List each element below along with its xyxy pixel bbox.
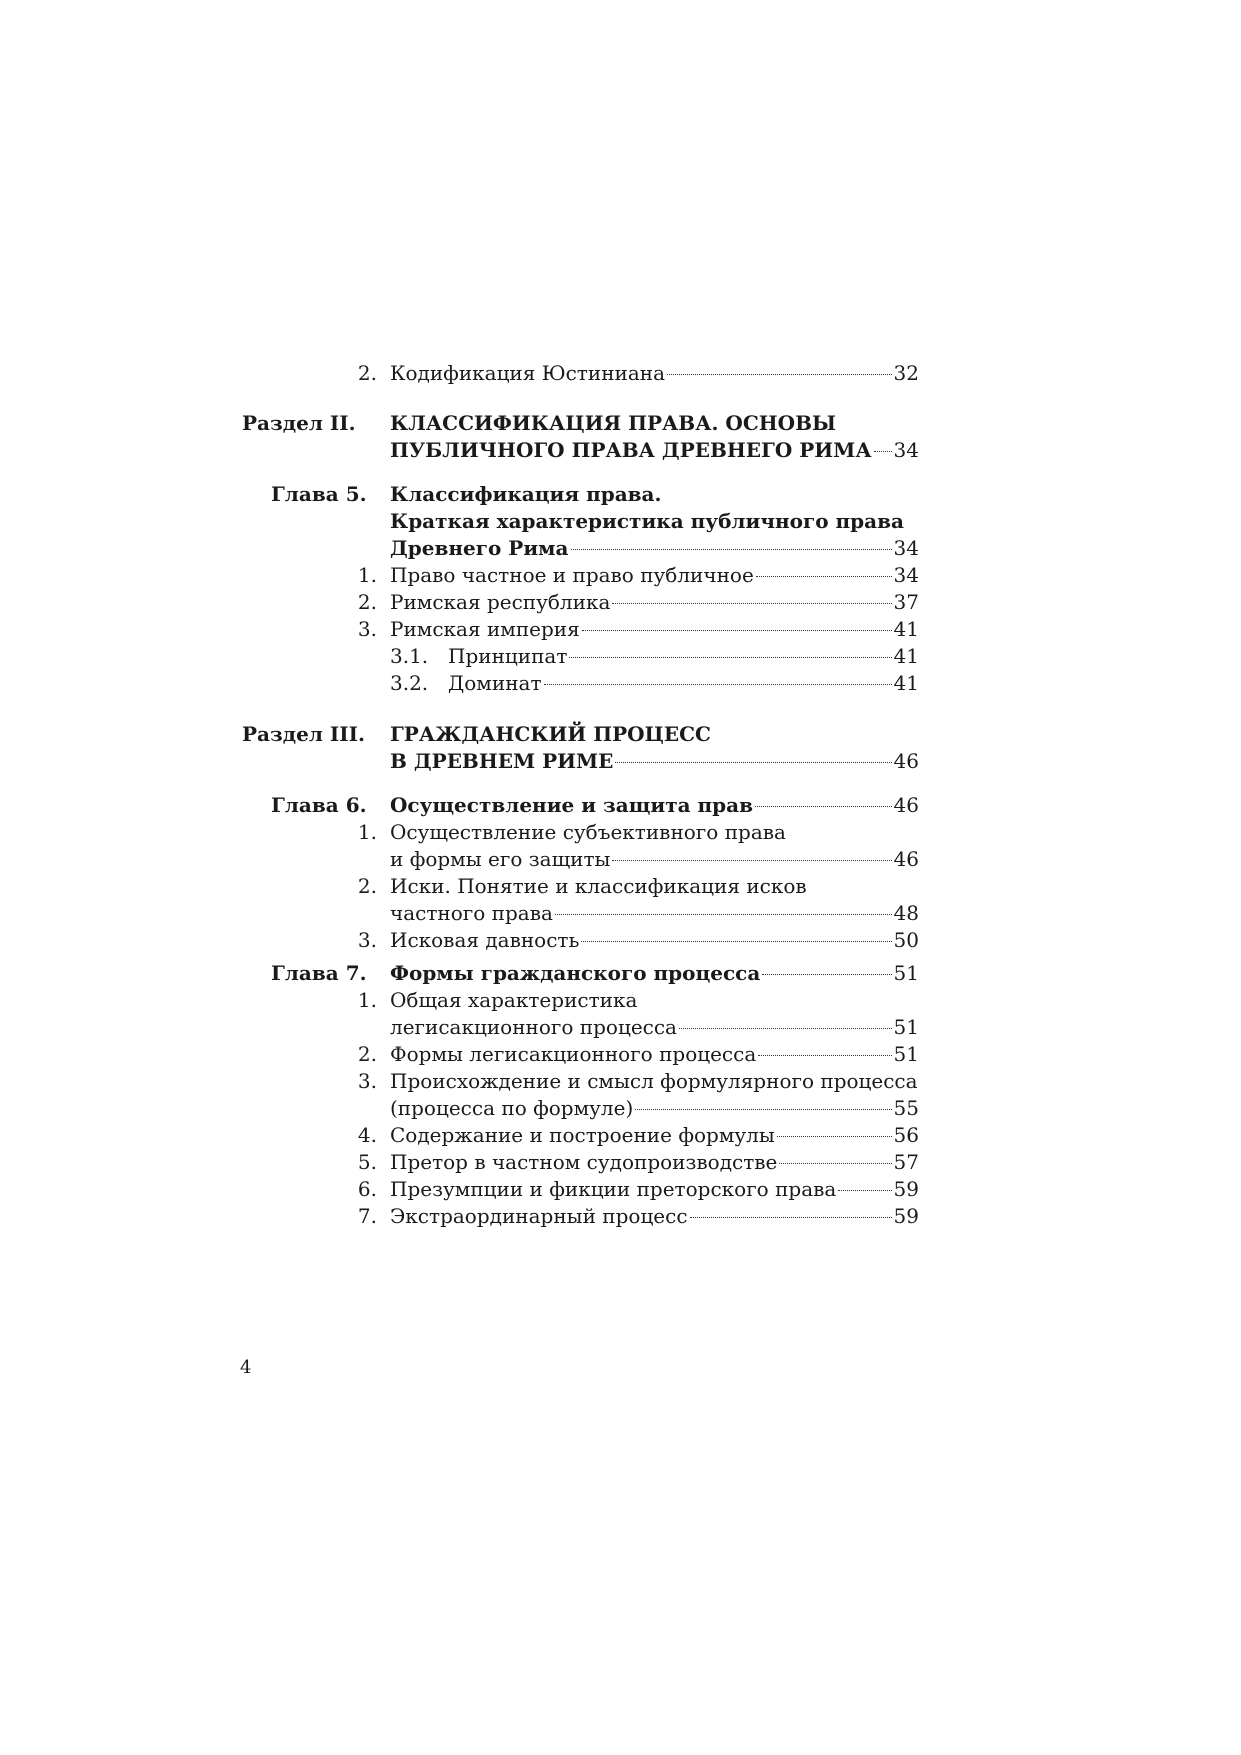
toc-entry — [390, 1175, 919, 1203]
dot-leader — [582, 630, 892, 631]
toc-page-number: 34 — [893, 536, 919, 560]
chapter-title-line: Краткая характеристика публичного права — [390, 509, 904, 533]
dot-leader — [779, 1163, 891, 1164]
toc-row — [0, 1202, 1241, 1230]
toc-entry-text: (процесса по формуле) — [390, 1096, 634, 1120]
toc-row — [0, 1040, 1241, 1068]
toc-page-number: 51 — [893, 1042, 919, 1066]
toc-entry — [390, 615, 919, 643]
toc-row — [0, 669, 1241, 697]
toc-page-number: 51 — [893, 1015, 919, 1039]
toc-entry-text: Претор в частном судопроизводстве — [390, 1150, 778, 1174]
toc-row — [0, 845, 1241, 873]
toc-entry — [448, 642, 919, 670]
toc-row — [0, 409, 1241, 437]
toc-page-number: 57 — [893, 1150, 919, 1174]
toc-entry — [390, 436, 919, 464]
toc-item-number: 1. — [357, 988, 377, 1012]
toc-entry — [390, 588, 919, 616]
dot-leader — [555, 914, 892, 915]
toc-item-number: 6. — [357, 1177, 377, 1201]
toc-page-number: 41 — [893, 644, 919, 668]
toc-row — [0, 1121, 1241, 1149]
toc-entry-text: и формы его защиты — [390, 847, 611, 871]
toc-row — [0, 747, 1241, 775]
section-label: Раздел III. — [242, 722, 365, 746]
toc-page-number: 56 — [893, 1123, 919, 1147]
dot-leader — [667, 374, 892, 375]
toc-entry-text: Осуществление субъективного права — [390, 820, 786, 844]
toc-entry — [390, 959, 919, 987]
toc-page-number: 41 — [893, 617, 919, 641]
dot-leader — [544, 684, 892, 685]
toc-row — [0, 507, 1241, 535]
dot-leader — [612, 603, 891, 604]
toc-entry — [390, 1040, 919, 1068]
toc-row — [0, 642, 1241, 670]
toc-entry — [390, 1148, 919, 1176]
toc-row — [0, 588, 1241, 616]
chapter-title: Осуществление и защита прав — [390, 793, 754, 817]
page-number: 4 — [240, 1357, 252, 1378]
toc-entry-text: Происхождение и смысл формулярного процесса — [390, 1069, 918, 1093]
toc-entry-text: Исковая давность — [390, 928, 580, 952]
toc-entry — [390, 1202, 919, 1230]
chapter-label: Глава 5. — [271, 482, 367, 506]
toc-entry-text: Доминат — [448, 671, 542, 695]
toc-entry-text: Презумпции и фикции преторского права — [390, 1177, 837, 1201]
toc-page-number: 32 — [893, 361, 919, 385]
toc-row — [0, 436, 1241, 464]
section-label: Раздел II. — [242, 411, 356, 435]
section-title-line: ГРАЖДАНСКИЙ ПРОЦЕСС — [390, 722, 711, 746]
toc-item-number: 5. — [357, 1150, 377, 1174]
toc-row — [0, 561, 1241, 589]
toc-page-number: 46 — [893, 793, 919, 817]
dot-leader — [838, 1190, 891, 1191]
toc-entry — [390, 534, 919, 562]
toc-page-number: 34 — [893, 563, 919, 587]
toc-item-number: 2. — [357, 361, 377, 385]
toc-entry-text: Формы легисакционного процесса — [390, 1042, 757, 1066]
toc-entry-text: Экстраординарный процесс — [390, 1204, 688, 1228]
dot-leader — [581, 941, 891, 942]
toc-entry — [390, 747, 919, 775]
toc-row — [0, 534, 1241, 562]
toc-row — [0, 926, 1241, 954]
toc-row — [0, 1175, 1241, 1203]
toc-entry-text: легисакционного процесса — [390, 1015, 677, 1039]
dot-leader — [777, 1136, 892, 1137]
dot-leader — [758, 1055, 891, 1056]
toc-item-number: 2. — [357, 874, 377, 898]
toc-page-number: 37 — [893, 590, 919, 614]
toc-entry-text: Содержание и построение формулы — [390, 1123, 775, 1147]
toc-row — [0, 1067, 1241, 1095]
toc-page-number: 46 — [893, 847, 919, 871]
toc-page-number: 59 — [893, 1204, 919, 1228]
toc-entry — [390, 359, 919, 387]
toc-item-number: 3. — [357, 1069, 377, 1093]
dot-leader — [569, 657, 891, 658]
toc-entry-text: Общая характеристика — [390, 988, 638, 1012]
section-title-line: КЛАССИФИКАЦИЯ ПРАВА. ОСНОВЫ — [390, 411, 837, 435]
toc-page-number: 34 — [893, 438, 919, 462]
toc-page-number: 41 — [893, 671, 919, 695]
section-title-line: ПУБЛИЧНОГО ПРАВА ДРЕВНЕГО РИМА — [390, 438, 872, 462]
toc-row — [0, 791, 1241, 819]
toc-row — [0, 872, 1241, 900]
toc-subitem-number: 3.1. — [390, 644, 429, 668]
toc-item-number: 1. — [357, 563, 377, 587]
dot-leader — [755, 806, 892, 807]
toc-row — [0, 1094, 1241, 1122]
toc-row — [0, 1148, 1241, 1176]
toc-row — [0, 359, 1241, 387]
toc-row — [0, 615, 1241, 643]
dot-leader — [612, 860, 891, 861]
toc-item-number: 4. — [357, 1123, 377, 1147]
toc-row — [0, 720, 1241, 748]
dot-leader — [679, 1028, 892, 1029]
toc-entry-text: Принципат — [448, 644, 568, 668]
toc-page-number: 46 — [893, 749, 919, 773]
toc-page-number: 50 — [893, 928, 919, 952]
toc-item-number: 2. — [357, 1042, 377, 1066]
chapter-label: Глава 6. — [271, 793, 367, 817]
dot-leader — [690, 1217, 892, 1218]
dot-leader — [762, 974, 891, 975]
toc-entry — [390, 1094, 919, 1122]
toc-entry — [390, 1013, 919, 1041]
toc-entry-text: Право частное и право публичное — [390, 563, 754, 587]
toc-row — [0, 959, 1241, 987]
toc-row — [0, 1013, 1241, 1041]
toc-item-number: 3. — [357, 617, 377, 641]
toc-page-number: 55 — [893, 1096, 919, 1120]
toc-row — [0, 818, 1241, 846]
dot-leader — [874, 451, 892, 452]
toc-item-number: 3. — [357, 928, 377, 952]
toc-subitem-number: 3.2. — [390, 671, 429, 695]
toc-entry-text: Иски. Понятие и классификация исков — [390, 874, 807, 898]
chapter-label: Глава 7. — [271, 961, 367, 985]
dot-leader — [635, 1109, 891, 1110]
toc-entry-text: Кодификация Юстиниана — [390, 361, 666, 385]
toc-entry — [390, 561, 919, 589]
toc-entry — [390, 791, 919, 819]
dot-leader — [756, 576, 892, 577]
toc-row — [0, 986, 1241, 1014]
toc-item-number: 7. — [357, 1204, 377, 1228]
section-title-line: В ДРЕВНЕМ РИМЕ — [390, 749, 614, 773]
toc-entry-text: частного права — [390, 901, 553, 925]
dot-leader — [571, 549, 892, 550]
toc-entry-text: Римская республика — [390, 590, 611, 614]
toc-item-number: 1. — [357, 820, 377, 844]
toc-entry — [390, 845, 919, 873]
toc-entry — [390, 899, 919, 927]
toc-entry — [390, 1121, 919, 1149]
toc-row — [0, 899, 1241, 927]
toc-entry — [390, 926, 919, 954]
chapter-title-line: Классификация права. — [390, 482, 662, 506]
chapter-title-line: Древнего Рима — [390, 536, 569, 560]
toc-entry-text: Римская империя — [390, 617, 580, 641]
dot-leader — [615, 762, 891, 763]
toc-page-number: 59 — [893, 1177, 919, 1201]
toc-item-number: 2. — [357, 590, 377, 614]
toc-entry — [448, 669, 919, 697]
toc-page-number: 48 — [893, 901, 919, 925]
chapter-title: Формы гражданского процесса — [390, 961, 761, 985]
toc-page-number: 51 — [893, 961, 919, 985]
toc-row — [0, 480, 1241, 508]
